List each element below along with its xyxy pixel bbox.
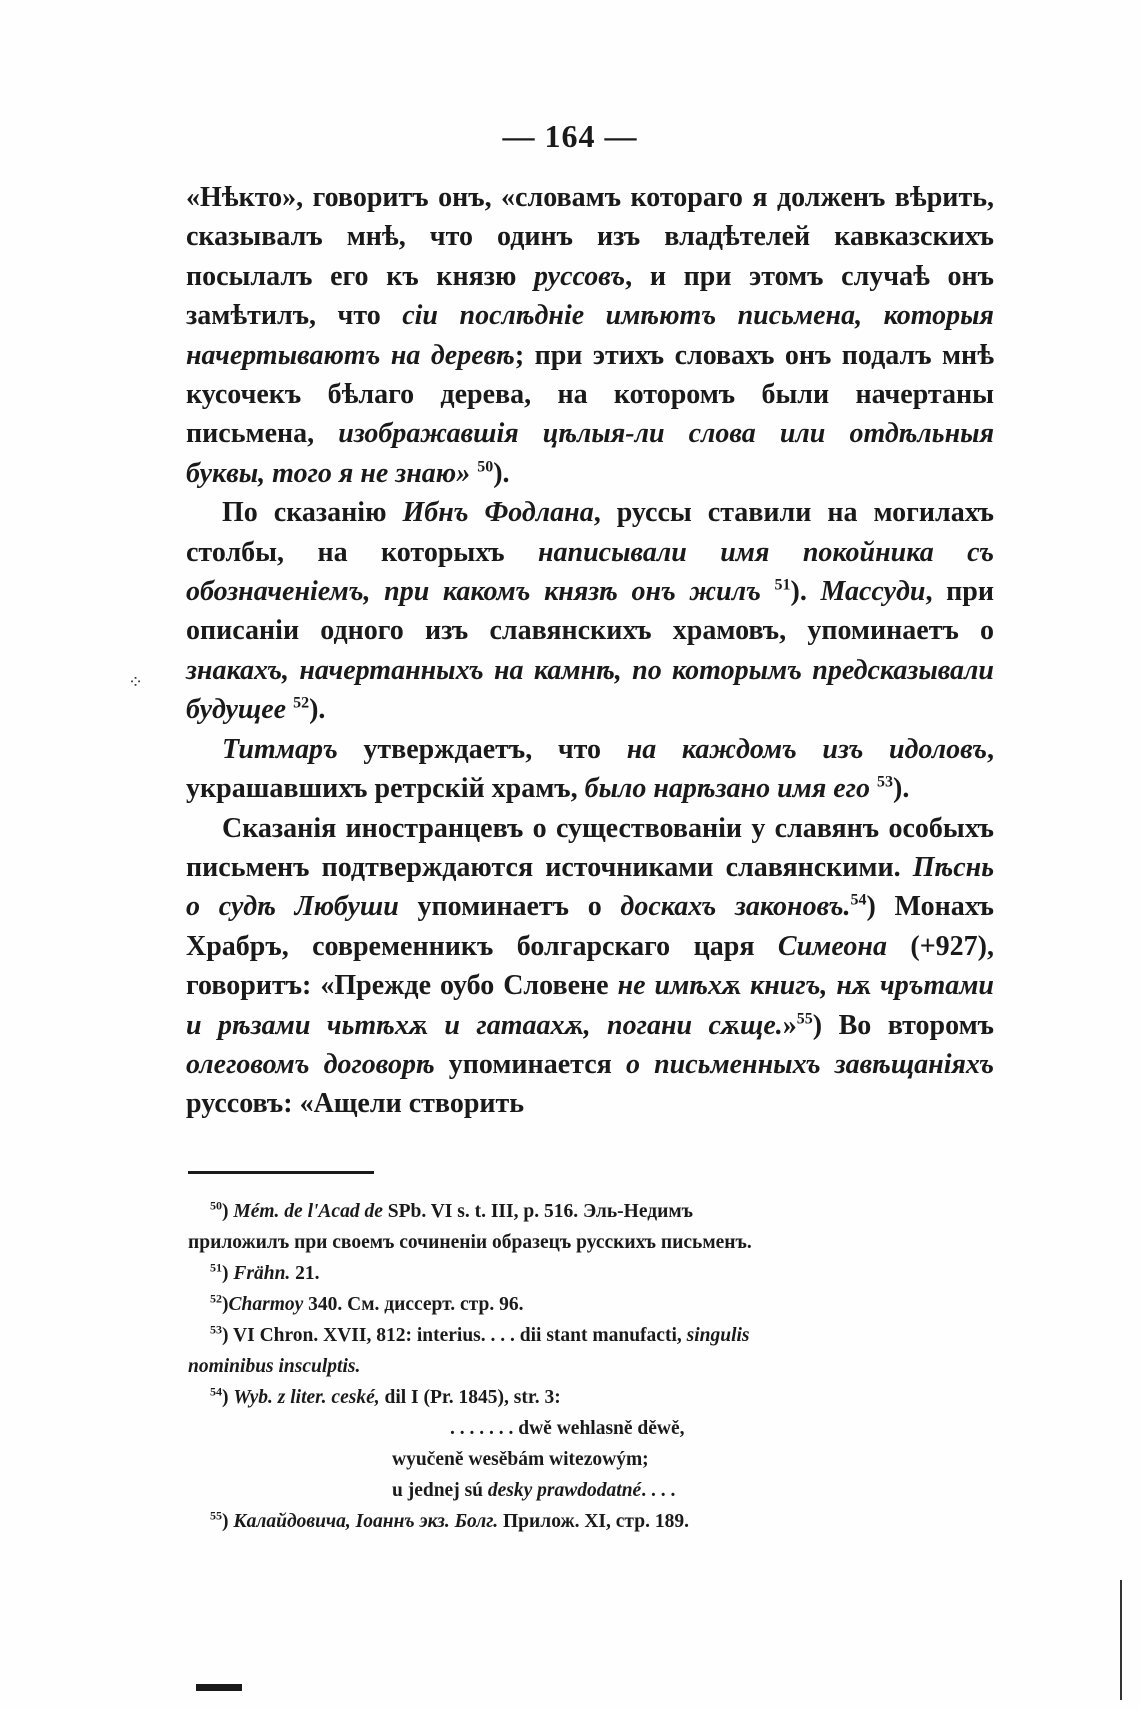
footnote-53-cont (188, 1351, 994, 1382)
main-text (186, 178, 994, 1124)
italic-text: Ибнъ Фодлана (402, 497, 594, 529)
verse-line-2 (210, 1444, 994, 1475)
footnote-ref: 50 (477, 458, 494, 476)
italic-text: сіи послѣдніе имѣютъ письмена, которыя начертываютъ на деревѣ (186, 300, 994, 371)
text: , украшавшихъ ретрскій храмъ, (186, 733, 994, 805)
print-mark (196, 1684, 242, 1691)
text: ). (493, 457, 510, 489)
text: VI Chron. XVII, 812: interius. . . . dii stant manufacti, (228, 1325, 687, 1346)
italic-text: руссовъ (534, 260, 626, 292)
italic-text: не имѣхѫ книгъ, нѫ чрътами и рѣзами чьтѣхѫ и гатаахѫ, погани сѫще. (186, 970, 994, 1041)
italic-text: Frähn. (233, 1263, 291, 1284)
text: приложилъ при своемъ сочиненіи образецъ русскихъ письменъ. (188, 1232, 752, 1253)
footnote-ref: 52 (293, 694, 310, 712)
text: упоминаетъ о (398, 891, 621, 923)
text: ). (309, 694, 326, 726)
italic-text: было нарѣзано имя его (584, 773, 871, 805)
text: , и при этомъ случаѣ онъ замѣтилъ, что (186, 260, 994, 332)
page-number: — 164 — (502, 118, 638, 154)
text: Сказанія иностранцевъ о существованіи у славянъ особыхъ письменъ подтверждаются источниками славянскими. (186, 812, 994, 883)
text: . . . . (641, 1480, 676, 1501)
italic-text: Симеона (777, 930, 887, 962)
text: 21. (290, 1263, 320, 1284)
footnote-52: $^{52}$)Charmoy 340. См. диссерт. стр. 96. (210, 1291, 524, 1315)
text: ; при этихъ словахъ онъ подалъ мнѣ кусочекъ бѣлаго дерева, на которомъ были начертаны письмена, (186, 339, 994, 450)
italic-text: Титмаръ (222, 733, 338, 765)
text: утверждаетъ, что (337, 733, 627, 765)
text: , при описаніи одного изъ славянскихъ храмовъ, упоминаетъ о (186, 576, 994, 647)
italic-text: Charmoy (228, 1294, 304, 1315)
text: упоминается (434, 1048, 626, 1080)
paragraph-1 (186, 178, 994, 493)
footnote-ref: 54 (850, 891, 867, 909)
footnote-53: $^{53}$) VI Chron. XVII, 812: interius. . . . dii stant manufacti, singulis (210, 1322, 750, 1346)
text: dil I (Pr. 1845), str. 3: (379, 1387, 561, 1408)
italic-text: на каждомъ изъ идоловъ (626, 733, 987, 765)
footnote-50: $^{50}$) Mém. de l'Acad de SPb. VI s. t. III, p. 516. Эль-Недимъ (210, 1198, 693, 1222)
text: ). (790, 576, 821, 608)
footnote-54: $^{54}$) Wyb. z liter. ceské, dil I (Pr. 1845), str. 3: (210, 1384, 561, 1408)
text: Прилож. XI, стр. 189. (498, 1511, 689, 1532)
footnote-number: 52 (210, 1291, 222, 1306)
italic-text: изображавшія цѣлыя-ли слова или отдѣльныя буквы, того я не знаю» (186, 418, 994, 489)
verse-line-1 (210, 1413, 994, 1444)
paragraph-3 (186, 730, 994, 809)
text: . . . . . . . dwě wehlasně děwě, (450, 1418, 685, 1439)
footnote-50-cont (188, 1227, 994, 1258)
text: По сказанію (222, 497, 403, 529)
footnote-number: 50 (210, 1198, 222, 1213)
italic-text: о письменныхъ завѣщаніяхъ (625, 1048, 994, 1080)
italic-text: доскахъ законовъ. (620, 891, 851, 923)
paragraph-2 (186, 493, 994, 729)
text: руссовъ: «Ащели створить (186, 1088, 525, 1120)
verse-line-3 (210, 1475, 994, 1506)
italic-text: Mém. de l'Acad de (233, 1201, 383, 1222)
footnote-ref: 51 (774, 576, 791, 594)
italic-text: написывали имя покойника съ обозначеніемъ, при какомъ князѣ онъ жилъ (186, 536, 994, 608)
paragraph-4 (186, 809, 994, 1124)
text: , руссы ставили на могилахъ столбы, на которыхъ (186, 497, 994, 568)
italic-text: Массуди (820, 576, 926, 608)
footnote-51: $^{51}$) Frähn. 21. (210, 1260, 320, 1284)
footnote-number: 55 (210, 1508, 222, 1523)
footnote-number: 54 (210, 1384, 222, 1399)
text: wyučeně wesěbám witezowým; (392, 1449, 649, 1470)
footnotes (188, 1196, 994, 1537)
page-edge-line (1120, 1580, 1122, 1700)
text: «Нѣкто», говоритъ онъ, «словамъ котораго я долженъ вѣрить, сказывалъ мнѣ, что одинъ изъ владѣтелей кавказскихъ посылалъ его къ князю (186, 182, 994, 292)
text: u jednej sú (392, 1480, 488, 1501)
footnote-ref: 55 (796, 1010, 813, 1028)
text: 340. См. диссерт. стр. 96. (303, 1294, 524, 1315)
footnote-number: 51 (210, 1260, 222, 1275)
text: ) Во второмъ (812, 1009, 994, 1041)
footnote-number: 53 (210, 1322, 222, 1337)
text: SPb. VI s. t. III, p. 516. Эль-Недимъ (382, 1201, 693, 1222)
italic-text: знакахъ, начертанныхъ на камнѣ, по которымъ предсказывали будущее (186, 654, 994, 726)
margin-mark: ⁘ (128, 672, 144, 692)
footnote-divider (188, 1171, 374, 1174)
italic-text: Пѣснь о судѣ Любуши (186, 851, 994, 923)
italic-text: Калайдовича, Іоаннъ экз. Болг. (233, 1511, 499, 1532)
text: ). (893, 773, 910, 805)
footnote-ref: 53 (877, 773, 894, 791)
italic-text: desky prawdodatné (487, 1480, 642, 1501)
text: (+927), говоритъ: «Прежде оубо Словене (186, 930, 994, 1002)
italic-text: nominibus insculptis. (188, 1356, 361, 1377)
footnote-55: $^{55}$) Калайдовича, Іоаннъ экз. Болг. Прилож. XI, стр. 189. (210, 1508, 689, 1532)
italic-text: singulis (686, 1325, 750, 1346)
text: » (782, 1009, 797, 1041)
text: ) Монахъ Храбръ, современникъ болгарскаго царя (186, 891, 994, 962)
italic-text: Wyb. z liter. ceské, (233, 1387, 380, 1408)
italic-text: олеговомъ договорѣ (186, 1048, 435, 1080)
